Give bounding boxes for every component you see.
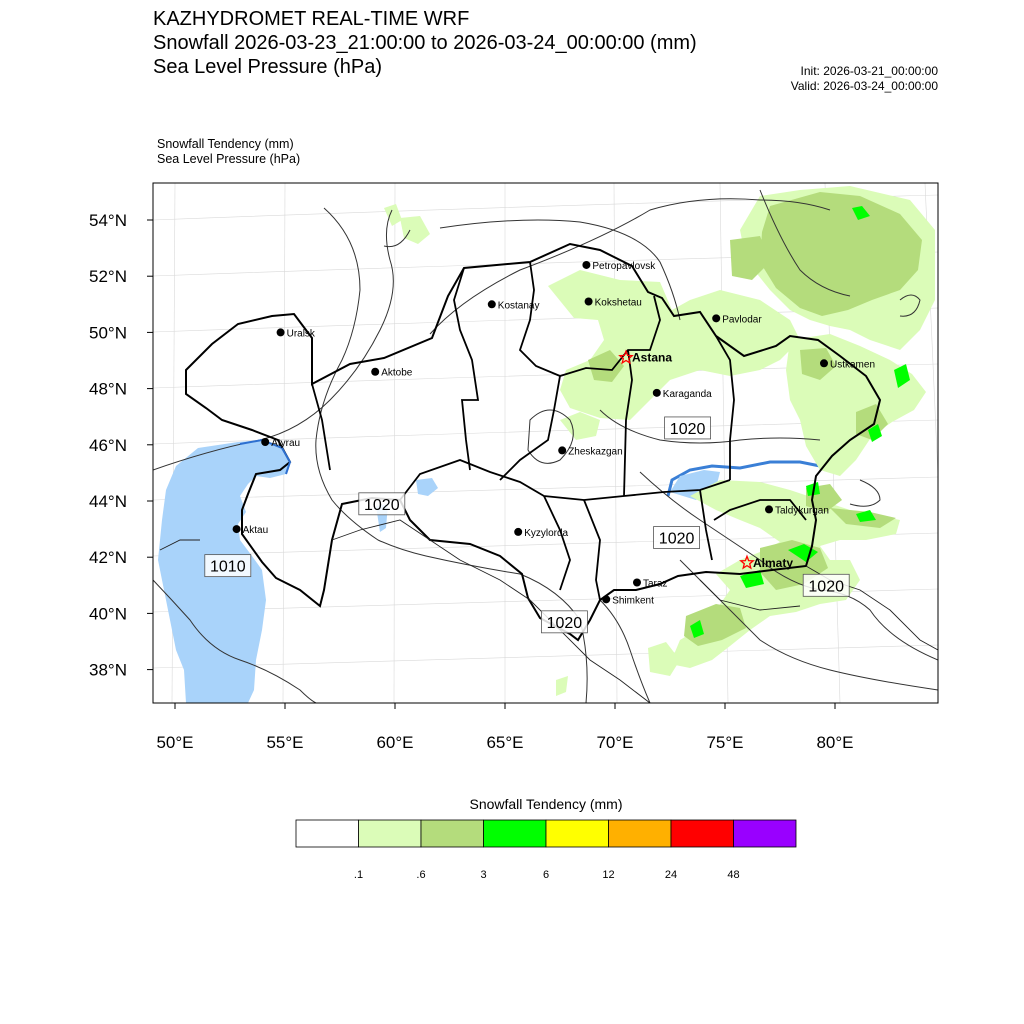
lat-tick-label: 42°N (89, 548, 127, 568)
aral-sea (416, 478, 438, 496)
lon-tick-label: 60°E (376, 733, 414, 752)
colorbar-swatch-6 (671, 820, 734, 847)
city-marker-taraz (633, 578, 641, 586)
colorbar (296, 820, 796, 881)
lon-axis (156, 703, 853, 752)
lat-axis (89, 211, 153, 680)
city-marker-uralsk (277, 328, 285, 336)
city-label-zheskazgan: Zheskazgan (568, 446, 623, 458)
init-time: Init: 2026-03-21_00:00:00 (800, 64, 938, 78)
lon-tick-label: 75°E (706, 733, 744, 752)
lat-tick-label: 52°N (89, 267, 127, 287)
colorbar-tick-label: 24 (664, 869, 678, 881)
colorbar-swatch-1 (359, 820, 422, 847)
lat-tick-label: 48°N (89, 379, 127, 399)
lon-tick-label: 65°E (486, 733, 524, 752)
city-label-shimkent: Shimkent (612, 595, 654, 607)
city-label-kyzylorda: Kyzylorda (524, 527, 569, 539)
city-marker-atyrau (261, 438, 269, 446)
colorbar-tick-label: 6 (542, 869, 550, 881)
lon-tick-label: 55°E (266, 733, 304, 752)
lon-tick-label: 70°E (596, 733, 634, 752)
city-marker-shimkent (602, 595, 610, 603)
lat-tick-label: 50°N (89, 323, 127, 343)
city-marker-petropavlovsk (582, 261, 590, 269)
isobar-label: 1020 (658, 530, 695, 548)
city-label-kokshetau: Kokshetau (594, 297, 642, 309)
colorbar-swatch-0 (296, 820, 359, 847)
map-subtitle-snowfall: Snowfall 2026-03-23_21:00:00 to 2026-03-24_00:00:00 (mm) (153, 32, 697, 54)
city-marker-kokshetau (585, 297, 593, 305)
isobar-label: 1020 (808, 578, 844, 596)
city-marker-ustkamen (820, 359, 828, 367)
city-marker-aktau (233, 525, 241, 533)
city-marker-aktobe (371, 368, 379, 376)
valid-time: Valid: 2026-03-24_00:00:00 (790, 79, 938, 93)
colorbar-swatch-2 (421, 820, 484, 847)
city-label-aktobe: Aktobe (381, 367, 413, 379)
city-marker-karaganda (653, 389, 661, 397)
city-label-karaganda: Karaganda (662, 388, 712, 400)
isobar-label: 1020 (364, 496, 400, 514)
colorbar-swatch-7 (734, 820, 797, 847)
city-marker-zheskazgan (558, 446, 566, 454)
city-label-taraz: Taraz (643, 578, 668, 590)
city-label-petropavlovsk: Petropavlovsk (592, 260, 656, 272)
colorbar-tick-label: .6 (416, 869, 426, 881)
lat-tick-label: 40°N (89, 604, 127, 624)
city-marker-pavlodar (712, 314, 720, 322)
isobar-label: 1020 (546, 614, 583, 632)
city-label-aktau: Aktau (242, 525, 269, 537)
city-marker-kostanay (488, 300, 496, 308)
colorbar-tick-label: .1 (353, 869, 364, 881)
colorbar-swatch-5 (609, 820, 672, 847)
colorbar-tick-label: 48 (727, 869, 740, 881)
city-label-kostanay: Kostanay (497, 300, 540, 312)
lat-tick-label: 44°N (89, 492, 127, 511)
lat-tick-label: 46°N (89, 435, 127, 455)
map-subtitle-pressure: Sea Level Pressure (hPa) (153, 56, 383, 78)
field-label-pressure: Sea Level Pressure (hPa) (157, 152, 301, 166)
colorbar-swatch-3 (484, 820, 547, 847)
colorbar-tick-label: 12 (602, 869, 615, 881)
lon-tick-label: 80°E (816, 733, 854, 752)
isobar-label: 1020 (669, 420, 706, 438)
map-title: KAZHYDROMET REAL-TIME WRF (153, 8, 470, 30)
lat-tick-label: 38°N (89, 660, 127, 680)
isobar-label: 1010 (210, 558, 246, 576)
city-label-atyrau: Atyrau (271, 437, 301, 449)
city-label-pavlodar: Pavlodar (722, 314, 762, 326)
lon-tick-label: 50°E (156, 733, 194, 752)
city-label-uralsk: Uralsk (286, 328, 315, 340)
colorbar-swatch-4 (546, 820, 609, 847)
colorbar-title: Snowfall Tendency (mm) (469, 796, 623, 812)
colorbar-tick-label: 3 (480, 869, 487, 881)
lat-tick-label: 54°N (89, 211, 127, 230)
city-label-astana: Astana (632, 350, 673, 365)
city-marker-taldykurgan (765, 505, 773, 513)
field-label-snowfall: Snowfall Tendency (mm) (157, 137, 294, 151)
city-marker-kyzylorda (514, 528, 522, 536)
city-label-taldykurgan: Taldykurgan (775, 505, 829, 517)
city-label-almaty: Almaty (753, 555, 794, 570)
city-label-ustkamen: Ustkamen (830, 359, 876, 371)
